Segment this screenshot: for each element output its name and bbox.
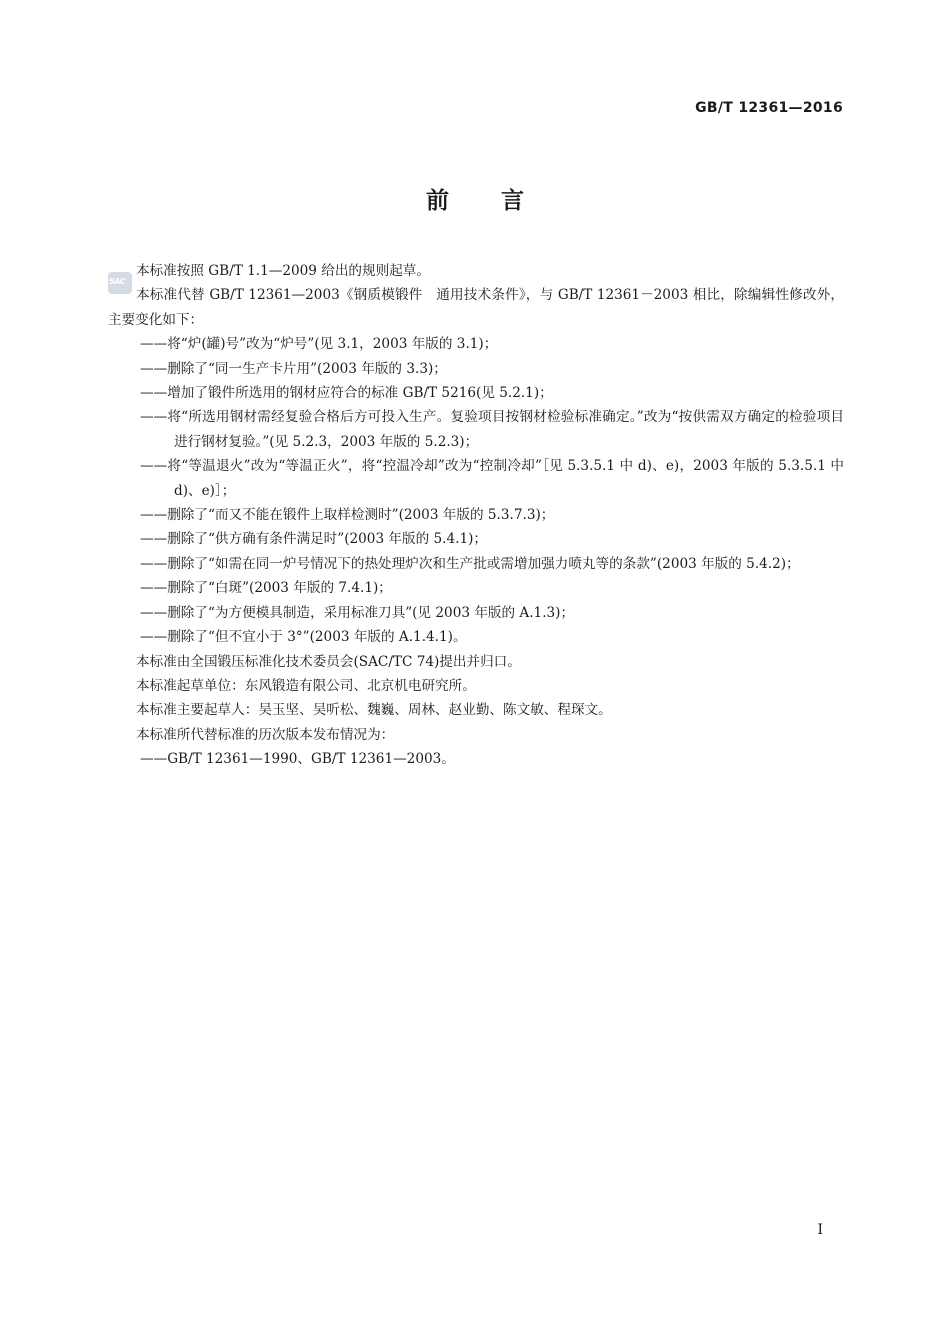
paragraph: 本标准按照 GB/T 1.1—2009 给出的规则起草。 [136,263,430,279]
change-list-item: ——将“所选用钢材需经复验合格后方可投入生产。复验项目按钢材检验标准确定。”改为“按供需双方确定的检验项目进行钢材复验。”(见 5.2.3，2003 年版的 5.2.3)； [140,409,844,450]
paragraph: 本标准起草单位：东风锻造有限公司、北京机电研究所。 [136,677,476,694]
change-list-item: ——将“炉(罐)号”改为“炉号”(见 3.1，2003 年版的 3.1)； [140,336,498,353]
standard-code: GB/T 12361—2016 [695,100,843,116]
change-list-item: ——删除了“如需在同一炉号情况下的热处理炉次和生产批或需增加强力喷丸等的条款”(2003 年版的 5.4.2)； [140,555,800,572]
change-list-item: ——删除了“同一生产卡片用”(2003 年版的 3.3)； [140,360,447,377]
paragraph: 本标准所代替标准的历次版本发布情况为： [136,726,395,743]
change-list-item: ——删除了“而又不能在锻件上取样检测时”(2003 年版的 5.3.7.3)； [140,507,555,524]
page-title: 前言 [426,188,576,214]
page-number: I [817,1222,823,1238]
version-list-item: ——GB/T 12361—1990、GB/T 12361—2003。 [140,751,455,768]
change-list-item: ——删除了“供方确有条件满足时”(2003 年版的 5.4.1)； [140,531,488,548]
paragraph: 本标准代替 GB/T 12361—2003《钢质模锻件 通用技术条件》，与 GB/T 12361－2003 相比，除编辑性修改外，主要变化如下： [108,287,844,328]
foreword-body [108,259,844,772]
change-list-item: ——删除了“为方便模具制造，采用标准刀具”(见 2003 年版的 A.1.3)； [140,604,575,621]
change-list-item: ——删除了“但不宜小于 3°”(2003 年版的 A.1.4.1)。 [140,629,467,646]
change-list-item: ——将“等温退火”改为“等温正火”，将“控温冷却”改为“控制冷却”［见 5.3.5.1 中 d)、e)，2003 年版的 5.3.5.1 中 d)、e)］； [140,458,844,499]
change-list-item: ——增加了锻件所选用的钢材应符合的标准 GB/T 5216(见 5.2.1)； [140,385,553,402]
paragraph: 本标准主要起草人：吴玉坚、吴听松、魏巍、周林、赵业勤、陈文敏、程琛文。 [136,702,612,719]
sac-logo-text: SAC [109,277,126,286]
paragraph: 本标准由全国锻压标准化技术委员会(SAC/TC 74)提出并归口。 [136,653,521,670]
change-list-item: ——删除了“白斑”(2003 年版的 7.4.1)； [140,580,392,597]
